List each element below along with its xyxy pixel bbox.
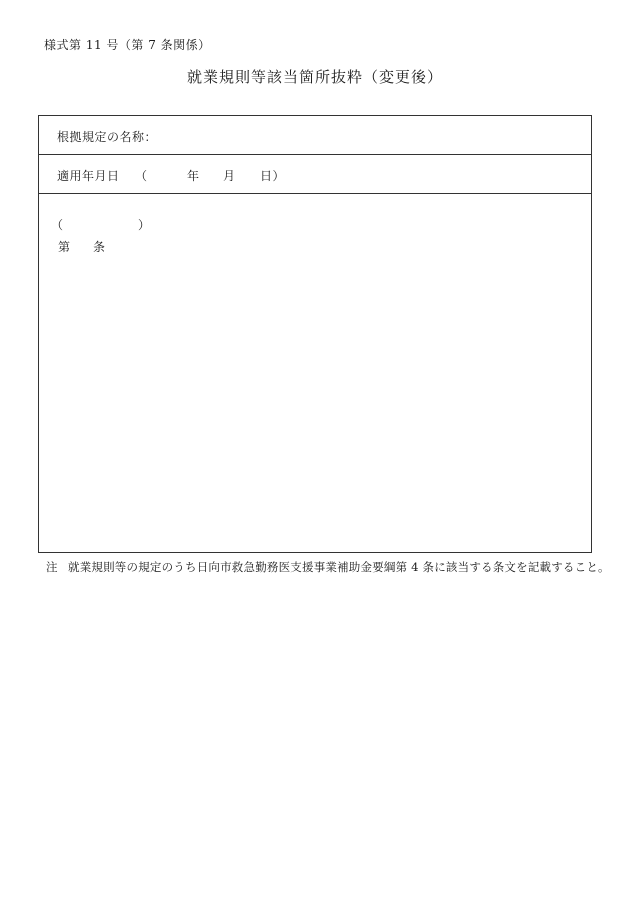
heading-paren-close: ）: [138, 218, 151, 232]
footnote: [46, 559, 610, 575]
excerpt-form: [38, 115, 592, 553]
form-number: 様式第 11 号（第 7 条関係）: [44, 38, 211, 52]
footnote-mark: 注: [46, 560, 58, 574]
footnote-text: 就業規則等の規定のうち日向市救急勤務医支援事業補助金要綱第 4 条に該当する条文を記載すること。: [68, 560, 610, 574]
excerpt-body-area: [39, 194, 591, 552]
regulation-name-label: 根拠規定の名称：: [57, 130, 158, 144]
article-prefix: 第: [58, 240, 71, 254]
month-unit: 月: [223, 169, 236, 183]
article-suffix: 条: [93, 240, 106, 254]
heading-paren-open: （: [51, 218, 64, 232]
page-title: 就業規則等該当箇所抜粋（変更後）: [186, 68, 443, 86]
regulation-name-row: [39, 116, 591, 155]
effective-date-label: 適用年月日: [57, 169, 120, 183]
effective-date-row: [39, 155, 591, 194]
year-unit: 年: [187, 169, 200, 183]
day-unit: 日）: [260, 169, 286, 183]
date-paren-open: （: [135, 169, 148, 183]
